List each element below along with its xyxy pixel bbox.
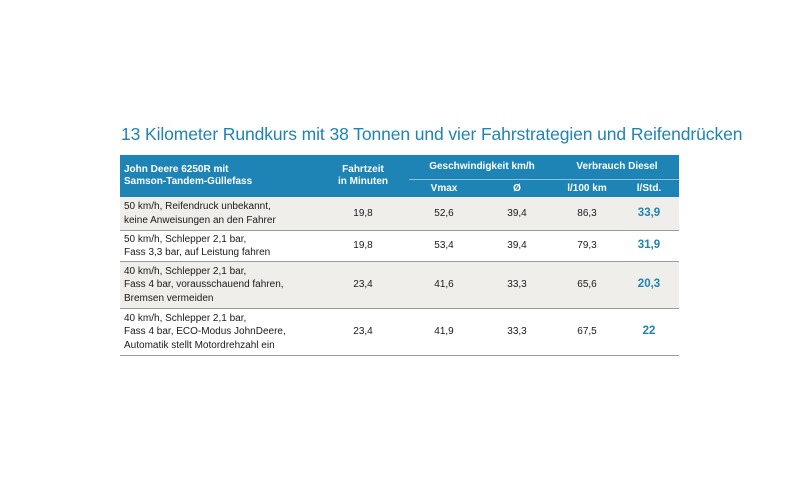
fahrzeit-cell: 19,8: [353, 240, 373, 252]
table-row: [120, 309, 679, 356]
description-line: 50 km/h, Schlepper 2,1 bar,: [124, 233, 247, 245]
fahrzeit-cell: 23,4: [353, 326, 373, 338]
fahrzeit-cell: 19,8: [317, 197, 409, 231]
table-header: [120, 155, 679, 197]
lstd-cell: 20,3: [619, 262, 679, 309]
l100km-header: l/100 km: [555, 180, 619, 198]
l100km-cell: 86,3: [555, 197, 619, 231]
description-line: keine Anweisungen an den Fahrer: [124, 214, 276, 226]
lstd-cell: 31,9: [637, 239, 661, 252]
avg-speed-cell: 39,4: [507, 240, 527, 252]
description-line: Fass 4 bar, vorausschauend fahren,: [124, 279, 284, 291]
description-line: Fass 4 bar, ECO-Modus JohnDeere,: [124, 326, 286, 338]
avg-speed-cell: 39,4: [479, 197, 555, 231]
vehicle-header-line2: Samson-Tandem-Güllefass: [124, 176, 253, 187]
l100km-cell: 65,6: [555, 262, 619, 309]
strategy-description: [120, 309, 317, 356]
consumption-group-header: Verbrauch Diesel: [555, 155, 679, 180]
strategy-description: [120, 197, 317, 231]
description-line: 40 km/h, Schlepper 2,1 bar,: [124, 312, 247, 324]
vehicle-header-line1: John Deere 6250R mit: [124, 164, 229, 175]
l100km-cell: 79,3: [577, 240, 597, 252]
fahrzeit-header: [317, 155, 409, 197]
description-line: 50 km/h, Reifendruck unbekannt,: [124, 201, 271, 212]
strategy-description: [120, 231, 317, 262]
table-title: 13 Kilometer Rundkurs mit 38 Tonnen und vier Fahrstrategien und Reifendrücken: [121, 124, 743, 144]
table-row: [120, 231, 679, 262]
vehicle-header: [120, 155, 317, 197]
avg-speed-header: Ø: [479, 180, 555, 198]
lstd-cell: 33,9: [619, 197, 679, 231]
description-line: Bremsen vermeiden: [124, 292, 214, 304]
vmax-cell: 41,9: [434, 326, 454, 338]
strategy-description: [120, 262, 317, 309]
fuel-consumption-table: [120, 155, 679, 356]
avg-speed-cell: 33,3: [507, 326, 527, 338]
lstd-header: l/Std.: [619, 180, 679, 198]
fahrzeit-header-line1: Fahrtzeit: [342, 164, 384, 175]
description-line: 40 km/h, Schlepper 2,1 bar,: [124, 265, 247, 277]
vmax-cell: 41,6: [409, 262, 479, 309]
description-line: Automatik stellt Motordrehzahl ein: [124, 339, 275, 351]
fahrzeit-cell: 23,4: [317, 262, 409, 309]
description-line: Fass 3,3 bar, auf Leistung fahren: [124, 247, 271, 258]
fahrzeit-header-line2: in Minuten: [338, 176, 388, 187]
avg-speed-cell: 33,3: [479, 262, 555, 309]
table-body: [120, 197, 679, 356]
table-row: [120, 262, 679, 309]
vmax-header: Vmax: [409, 180, 479, 198]
vmax-cell: 52,6: [409, 197, 479, 231]
table-row: [120, 197, 679, 231]
speed-group-header: Geschwindigkeit km/h: [409, 155, 555, 180]
l100km-cell: 67,5: [577, 326, 597, 338]
vmax-cell: 53,4: [434, 240, 454, 252]
lstd-cell: 22: [642, 325, 656, 338]
